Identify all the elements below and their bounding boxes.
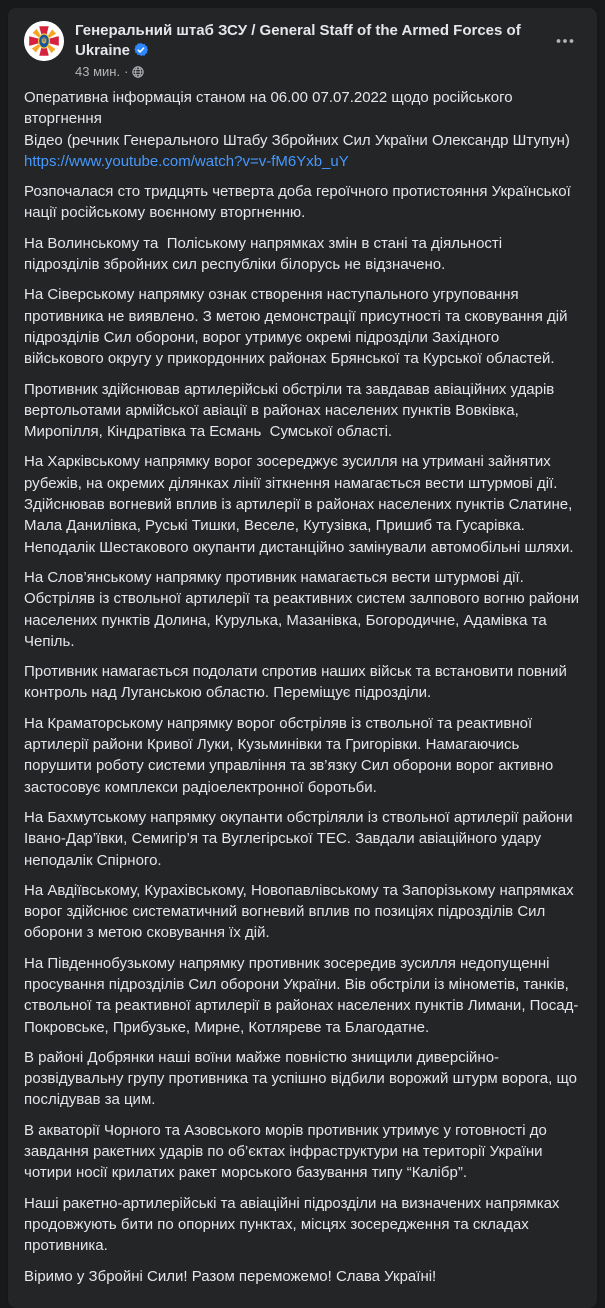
- page-avatar[interactable]: [24, 21, 64, 61]
- intro-line-1: Оперативна інформація станом на 06.00 07.07.2022 щодо російського вторгнення: [24, 89, 517, 128]
- meta-dot-separator: ·: [124, 64, 129, 79]
- more-options-button[interactable]: [549, 25, 581, 57]
- post-card: [8, 8, 597, 1308]
- post-paragraph: Противник здійснював артилерійські обстріли та завдавав авіаційних ударів вертольотами армійської авіації в районах населених пунктів Вовківка, Миропілля, Кіндратівка та Есмань Сумської області.: [24, 380, 559, 441]
- post-paragraph: Віримо у Збройні Сили! Разом переможемо! Слава Україні!: [24, 1267, 437, 1285]
- post-paragraph: В районі Добрянки наші воїни майже повністю знищили диверсійно-розвідувальну групу противника та успішно відбили ворожий штурм ворога, що послідував за цим.: [24, 1048, 582, 1109]
- post-paragraph: Розпочалася сто тридцять четверта доба героїчного протистояння Української нації російському воєнному вторгненню.: [24, 183, 575, 222]
- post-paragraph: На Сіверському напрямку ознак створення наступального угруповання противника не виявлено. З метою демонстрації присутності та сковування дій підрозділів Сил оборони, ворог утримує окремі підрозділи Західного військового округу у прикордонних районах Брянської та Курської областей.: [24, 286, 572, 368]
- post-paragraph: На Південнобузькому напрямку противник зосередив зусилля недопущенні просування підрозділів Сил оборони України. Вів обстріли із мінометів, танків, ствольної та реактивної артилерії в районах населених пунктів Лимани, Посад-Покровське, Прибузьке, Мирне, Котляреве та Благодатне.: [24, 954, 579, 1036]
- post-meta-row: [75, 64, 523, 80]
- post-paragraph: На Авдіївському, Курахівському, Новопавлівському та Запорізькому напрямках ворог здійснює систематичний вогневий вплив по позиціях підрозділів Сил оборони з метою сковування їх дій.: [24, 881, 578, 942]
- page-name-row: [75, 21, 523, 62]
- ellipsis-icon: [555, 31, 575, 51]
- youtube-link[interactable]: https://www.youtube.com/watch?v=v-fM6Yxb_uY: [24, 152, 349, 170]
- globe-icon: [132, 66, 144, 78]
- post-paragraph: На Бахмутському напрямку окупанти обстріляли із ствольної артилерії райони Івано-Дар’ївки, Семигір’я та Вуглегірської ТЕС. Завдали авіаційного удару неподалік Спірного.: [24, 808, 577, 869]
- post-paragraph: В акваторії Чорного та Азовського морів противник утримує у готовності до завдання ракетних ударів по об’єктах інфраструктури на території України чотири носії крилатих ракет морського базування типу “Калібр”.: [24, 1121, 552, 1182]
- intro-line-2: Відео (речник Генерального Штабу Збройних Сил України Олександр Штупун): [24, 131, 570, 149]
- post-paragraph: На Харківському напрямку ворог зосереджує зусилля на утримані зайнятих рубежів, на окремих ділянках лінії зіткнення намагається вести штурмові дії. Здійснював вогневий вплив із артилерії в районах населених пунктів Слатине, Мала Данилівка, Руські Тишки, Веселе, Кутузівка, Пришиб та Гусарівка. Неподалік Шестакового окупанти дистанційно замінували автомобільні шляхи.: [24, 453, 577, 556]
- post-timestamp[interactable]: 43 мин.: [75, 64, 121, 79]
- post-paragraph: На Слов’янському напрямку противник намагається вести штурмові дії. Обстріляв із ствольної артилерії та реактивних систем залпового вогню райони населених пунктів Долина, Курулька, Мазанівка, Богородичне, Адамівка та Чепіль.: [24, 568, 584, 650]
- verified-badge-icon: [134, 43, 148, 62]
- general-staff-emblem-icon: [24, 21, 64, 61]
- post-paragraphs: [24, 181, 584, 1287]
- post-header: [8, 8, 597, 82]
- post-paragraph: На Краматорському напрямку ворог обстріляв із ствольної та реактивної артилерії райони Кривої Луки, Кузьминівки та Григорівки. Намагаючись порушити роботу системи управління та зв’язку Сил оборони ворог активно застосовує комплекси радіоелектронної боротьби.: [24, 714, 558, 796]
- post-paragraph: На Волинському та Поліському напрямках змін в стані та діяльності підрозділів збройних сил республіки білорусь не відзначено.: [24, 234, 507, 274]
- post-paragraph: Наші ракетно-артилерійські та авіаційні підрозділи на визначених напрямках продовжують бити по опорних пунктах, місцях зосередження та складах противника.: [24, 1194, 564, 1255]
- post-intro-paragraph: [24, 87, 581, 172]
- post-paragraph: Противник намагається подолати спротив наших військ та встановити повний контроль над Луганською областю. Переміщує підрозділи.: [24, 663, 572, 702]
- page-name-link[interactable]: Генеральний штаб ЗСУ / General Staff of the Armed Forces of Ukraine: [75, 22, 521, 59]
- header-text-block: [75, 21, 549, 80]
- post-body: [8, 82, 597, 1303]
